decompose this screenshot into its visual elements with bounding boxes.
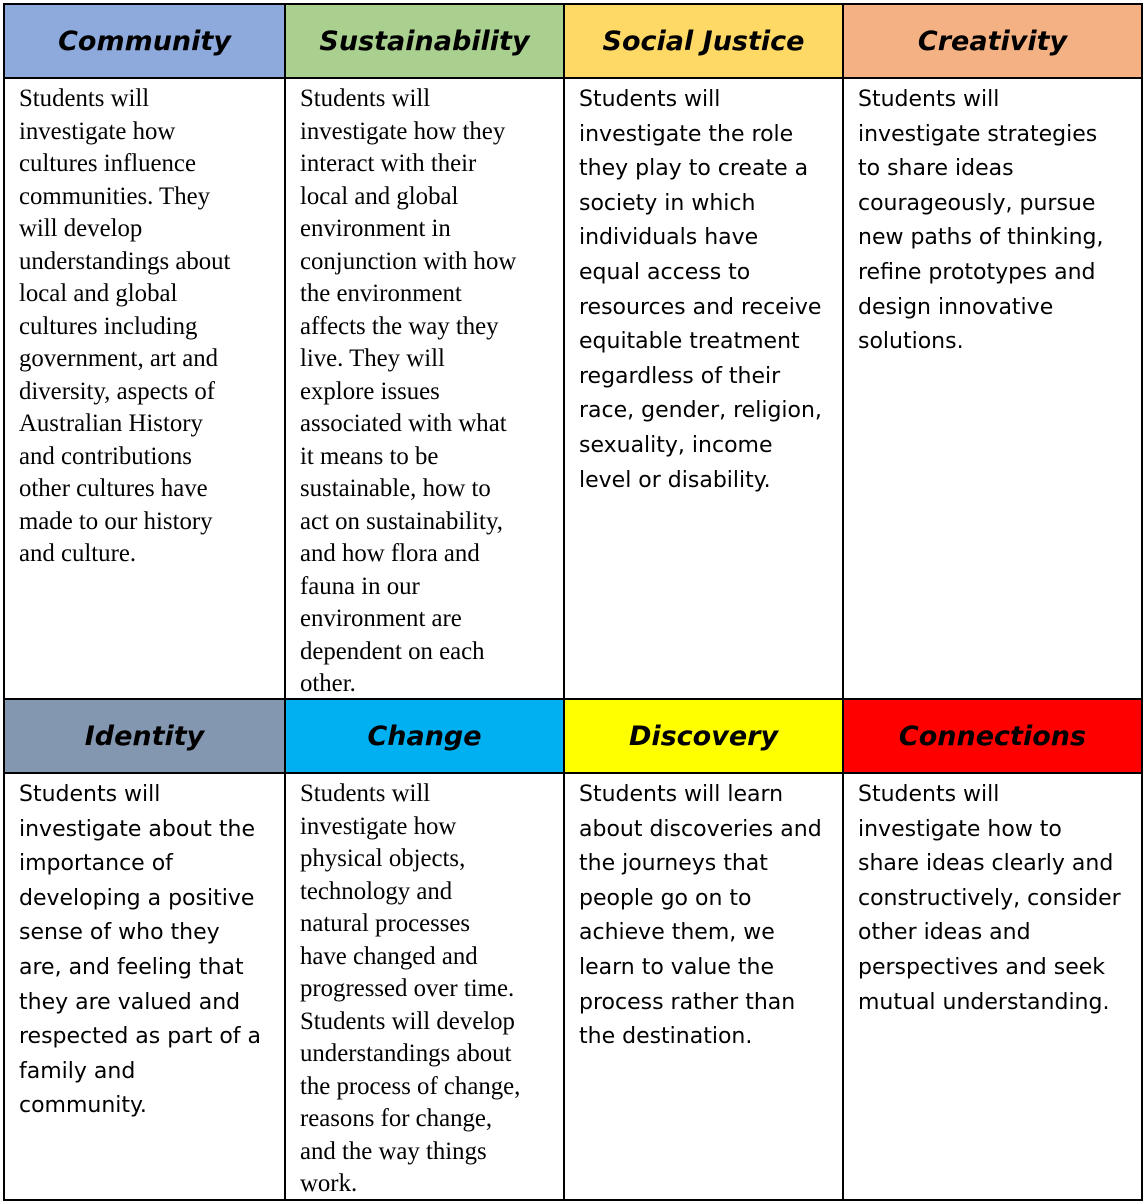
header-social-justice xyxy=(565,5,844,79)
cell-sustainability xyxy=(286,79,565,700)
header-discovery xyxy=(565,700,844,774)
header-connections-title: Connections xyxy=(898,720,1087,752)
cell-social-justice xyxy=(565,79,844,700)
header-sustainability-title: Sustainability xyxy=(319,25,530,57)
header-identity-title: Identity xyxy=(84,720,205,752)
cell-change xyxy=(286,774,565,1201)
cell-community xyxy=(5,79,286,700)
header-community-title: Community xyxy=(58,25,231,57)
social-justice-description: Students will investigate the role they play to create a society in which individuals have equal access to resources and receive equitable treatment regardless of their race, gender, religion, sexuality, income level or disability. xyxy=(579,87,822,493)
sustainability-description: Students will investigate how they interact with their local and global environment in conjunction with how the environment affects the way they live. They will explore issues associated with what it means to be sustainable, how to act on sustainability, and how flora and fauna in our environment are dependent on each other. xyxy=(300,85,517,697)
header-community xyxy=(5,5,286,79)
change-description: Students will investigate how physical objects, technology and natural processes have changed and progressed over time. Students will develop understandings about the process of change, reasons for change, and the way things work. xyxy=(300,780,521,1197)
community-description: Students will investigate how cultures influence communities. They will develop understandings about local and global cultures including government, art and diversity, aspects of Australian History and contributions other cultures have made to our history and culture. xyxy=(19,85,231,567)
cell-discovery xyxy=(565,774,844,1201)
header-change xyxy=(286,700,565,774)
header-creativity xyxy=(844,5,1143,79)
header-discovery-title: Discovery xyxy=(628,720,779,752)
cell-connections xyxy=(844,774,1143,1201)
header-change-title: Change xyxy=(367,720,482,752)
cell-identity xyxy=(5,774,286,1201)
header-sustainability xyxy=(286,5,565,79)
cell-creativity xyxy=(844,79,1143,700)
discovery-description: Students will learn about discoveries and the journeys that people go on to achieve them, we learn to value the process rather than the destination. xyxy=(579,782,822,1050)
connections-description: Students will investigate how to share ideas clearly and constructively, consider other ideas and perspectives and seek mutual understanding. xyxy=(858,782,1121,1015)
header-creativity-title: Creativity xyxy=(917,25,1068,57)
header-social-justice-title: Social Justice xyxy=(602,25,805,57)
concepts-table xyxy=(3,3,1143,1201)
header-identity xyxy=(5,700,286,774)
creativity-description: Students will investigate strategies to share ideas courageously, pursue new paths of thinking, refine prototypes and design innovative solutions. xyxy=(858,87,1104,355)
identity-description: Students will investigate about the importance of developing a positive sense of who they are, and feeling that they are valued and respected as part of a family and community. xyxy=(19,782,261,1119)
header-connections xyxy=(844,700,1143,774)
